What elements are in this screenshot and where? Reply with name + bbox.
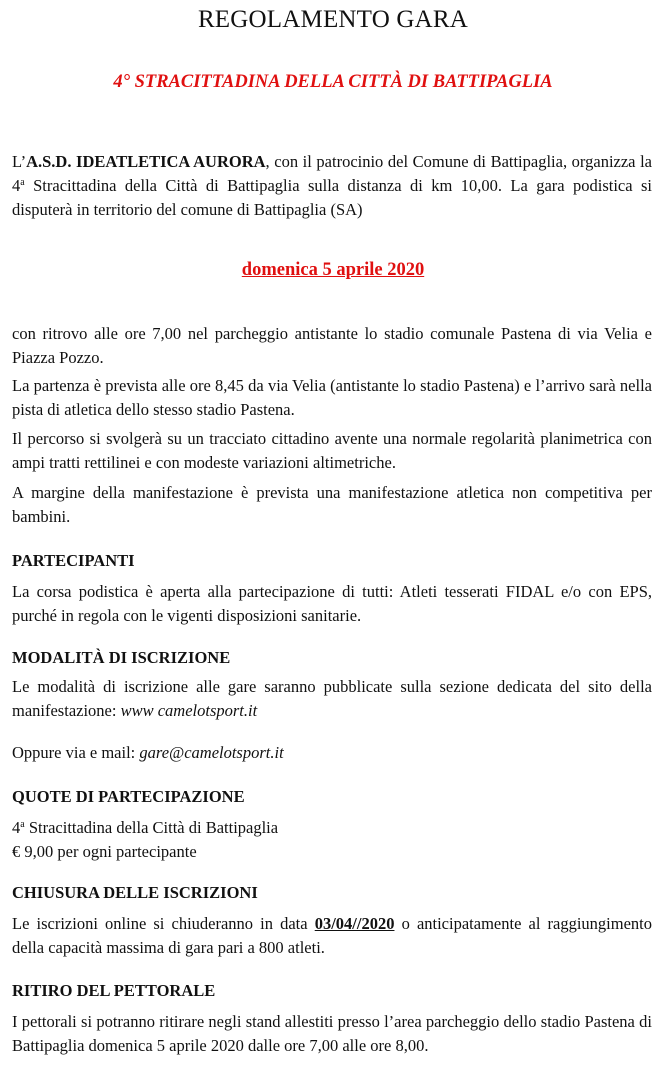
paragraph-iscrizione (12, 675, 652, 723)
mail-prefix: Oppure via e mail: (12, 743, 140, 762)
intro-paragraph (12, 150, 652, 222)
paragraph-bambini: A margine della manifestazione è prevista una manifestazione atletica non competitiva per bambini. (12, 483, 652, 526)
paragraph-partenza: La partenza è prevista alle ore 8,45 da via Velia (antistante lo stadio Pastena) e l’arrivo sarà nella pista di atletica dello stesso stadio Pastena. (12, 376, 652, 419)
event-date: domenica 5 aprile 2020 (241, 260, 425, 280)
quote-number: 4 (12, 818, 21, 837)
chiusura-text-start: Le iscrizioni online si chiuderanno in data (12, 914, 315, 933)
ordinal-superscript: a (20, 177, 25, 188)
intro-text-start: L’ (12, 152, 27, 171)
paragraph-chiusura (12, 912, 652, 960)
quote-line-2: € 9,00 per ogni partecipante (12, 842, 197, 861)
heading-partecipanti: PARTECIPANTI (12, 551, 135, 570)
iscrizione-text: Le modalità di iscrizione alle gare saranno pubblicate sulla sezione dedicata del sito della manifestazione: (12, 677, 652, 720)
paragraph-ritiro: I pettorali si potranno ritirare negli stand allestiti presso l’area parcheggio dello stadio Pastena di Battipaglia domenica 5 aprile 2020 dalle ore 7,00 alle ore 8,00. (12, 1012, 652, 1055)
event-subtitle: 4° STRACITTADINA DELLA CITTÀ DI BATTIPAGLIA (113, 72, 553, 92)
chiusura-text-end: o anticipatamente al raggiungimento della capacità massima di gara pari a 800 atleti. (12, 914, 652, 957)
heading-ritiro: RITIRO DEL PETTORALE (12, 981, 216, 1000)
quote-superscript: a (20, 819, 25, 830)
paragraph-ritrovo: con ritrovo alle ore 7,00 nel parcheggio antistante lo stadio comunale Pastena di via Velia e Piazza Pozzo. (12, 324, 652, 367)
mail-line (12, 741, 284, 765)
page-title: REGOLAMENTO GARA (197, 6, 469, 33)
organizer-name: A.S.D. IDEATLETICA AURORA (26, 152, 266, 171)
closing-date: 03/04//2020 (314, 914, 395, 933)
intro-text-middle: , con il patrocinio del Comune di Battipaglia, organizza la 4 (12, 152, 652, 195)
paragraph-partecipanti: La corsa podistica è aperta alla partecipazione di tutti: Atleti tesserati FIDAL e/o con EPS, purché in regola con le vigenti disposizioni sanitarie. (12, 582, 652, 625)
quote-line-1 (12, 816, 278, 840)
heading-quote: QUOTE DI PARTECIPAZIONE (12, 787, 245, 806)
paragraph-percorso: Il percorso si svolgerà su un tracciato cittadino avente una normale regolarità planimetrica con ampi tratti rettilinei e con modeste variazioni altimetriche. (12, 429, 652, 472)
heading-iscrizione: MODALITÀ DI ISCRIZIONE (12, 648, 231, 667)
quote-event-name: Stracittadina della Città di Battipaglia (24, 818, 279, 837)
email-link[interactable]: gare@camelotsport.it (139, 743, 284, 762)
heading-chiusura: CHIUSURA DELLE ISCRIZIONI (12, 883, 258, 902)
website-link[interactable]: www camelotsport.it (120, 701, 258, 720)
intro-text-end: Stracittadina della Città di Battipaglia sulla distanza di km 10,00. La gara podistica si disputerà in territorio del comune di Battipaglia (SA) (12, 176, 652, 219)
